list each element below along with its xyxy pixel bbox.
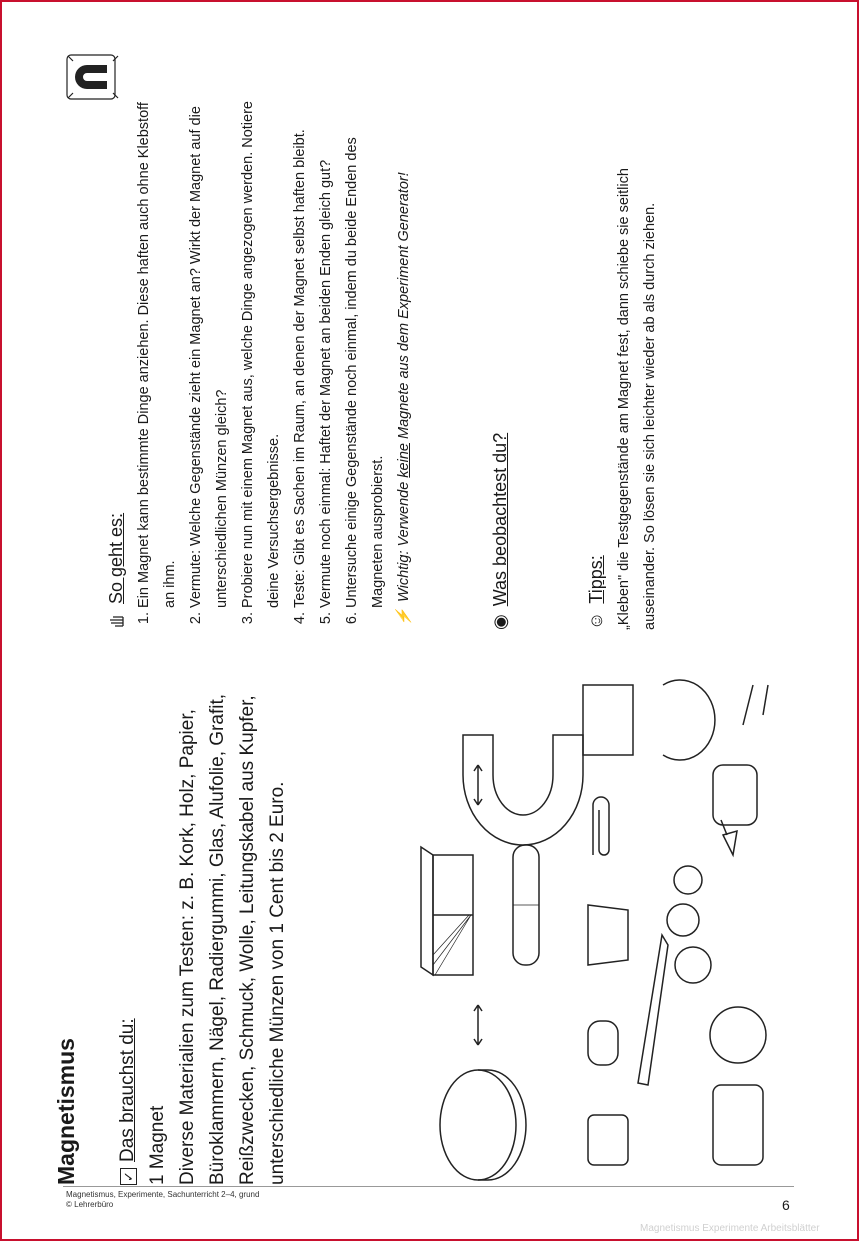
footer — [66, 1190, 259, 1210]
warning-text — [391, 172, 417, 602]
observation-heading-text: Was beobachtest du? — [490, 432, 510, 607]
step-item: 4. Teste: Gibt es Sachen im Raum, an denen der Magnet selbst haften bleibt. — [287, 90, 313, 608]
footer-line2: © Lehrerbüro — [66, 1200, 114, 1209]
smiley-icon: ☺ — [586, 611, 606, 630]
paper-drawing — [583, 685, 633, 755]
horseshoe-magnet-drawing — [463, 735, 583, 845]
wool-ball-drawing — [710, 1007, 766, 1063]
warning-emphasis: keine — [396, 443, 412, 478]
double-arrow-icon — [474, 765, 482, 805]
necklace-drawing — [663, 680, 715, 760]
materials-illustration — [413, 665, 813, 1185]
coin-drawing — [675, 947, 711, 983]
step-item: 6. Untersuche einige Gegenstände noch einmal, indem du beide Enden des Magneten ausprobierst. — [339, 90, 391, 608]
step-item: 2. Vermute: Welche Gegenstände zieht ein Magnet an? Wirkt der Magnet auf die unterschiedlichen Münzen gleich? — [183, 90, 235, 608]
glass-drawing — [588, 905, 628, 965]
cork-drawing — [588, 1021, 618, 1065]
tips-heading-text: Tipps: — [586, 555, 606, 604]
worksheet — [43, 55, 813, 1185]
step-item: 1. Ein Magnet kann bestimmte Dinge anziehen. Diese haften auch ohne Klebstoff an ihm. — [131, 90, 183, 608]
procedure-heading-text: So geht es: — [106, 512, 126, 604]
step-item: 3. Probiere nun mit einem Magnet aus, welche Dinge angezogen werden. Notiere deine Versuchsergebnisse. — [235, 90, 287, 608]
wood-block-drawing — [713, 1085, 763, 1165]
step-item: 5. Vermute noch einmal: Haftet der Magnet an beiden Enden gleich gut? — [313, 90, 339, 608]
double-arrow-icon — [474, 1005, 482, 1045]
warning-prefix: Wichtig: Verwende — [396, 477, 412, 602]
coin-drawing — [667, 904, 699, 936]
footer-line1: Magnetismus, Experimente, Sachunterricht 2–4, grund — [66, 1190, 260, 1199]
paperclip-drawing — [593, 797, 609, 855]
materials-heading — [113, 680, 143, 1185]
page-title: Magnetismus — [53, 1038, 79, 1185]
footer-divider — [63, 1186, 794, 1187]
procedure-steps — [131, 90, 391, 630]
pencil-drawing — [638, 935, 668, 1085]
eye-icon: ◉ — [490, 614, 510, 630]
hand-icon — [107, 612, 125, 630]
watermark: Magnetismus Experimente Arbeitsblätter — [640, 1223, 820, 1234]
procedure-section — [103, 90, 663, 630]
tips-heading — [583, 90, 609, 630]
page-number: 6 — [782, 1197, 790, 1213]
materials-heading-text: Das brauchst du: — [117, 1018, 138, 1162]
checkbox-checked-icon: ✓ — [120, 1168, 137, 1185]
horseshoe-magnet-icon — [63, 51, 119, 103]
warning-note — [391, 90, 417, 630]
materials-item-magnet: 1 Magnet — [147, 1105, 168, 1185]
materials-item-list: Diverse Materialien zum Testen: z. B. Kork, Holz, Papier, Büroklammern, Nägel, Radiergummi, Glas, Alufolie, Grafit, Reißzwecken, Schmuck, Wolle, Leitungskabel aus Kupfer, unterschiedliche Münzen von 1 Cent bis 2 Euro. — [177, 693, 288, 1185]
tips-section — [583, 90, 663, 630]
observation-heading — [487, 90, 513, 630]
warning-suffix: Magnete aus dem Experiment Generator! — [396, 172, 412, 444]
coin-drawing — [674, 866, 702, 894]
cable-spool-drawing — [713, 765, 757, 825]
disc-magnet-drawing — [440, 1070, 526, 1180]
lightning-icon: ⚡ — [396, 607, 412, 626]
eraser-drawing — [588, 1115, 628, 1165]
bar-magnet-drawing — [421, 845, 539, 975]
screw-nail-drawing — [743, 685, 768, 725]
tips-text: „Kleben" die Testgegenstände am Magnet fest, dann schiebe sie seitlich auseinander. So lösen sie sich leichter wieder ab als durch ziehen. — [616, 168, 658, 630]
materials-section — [113, 680, 293, 1185]
procedure-heading — [103, 90, 129, 630]
